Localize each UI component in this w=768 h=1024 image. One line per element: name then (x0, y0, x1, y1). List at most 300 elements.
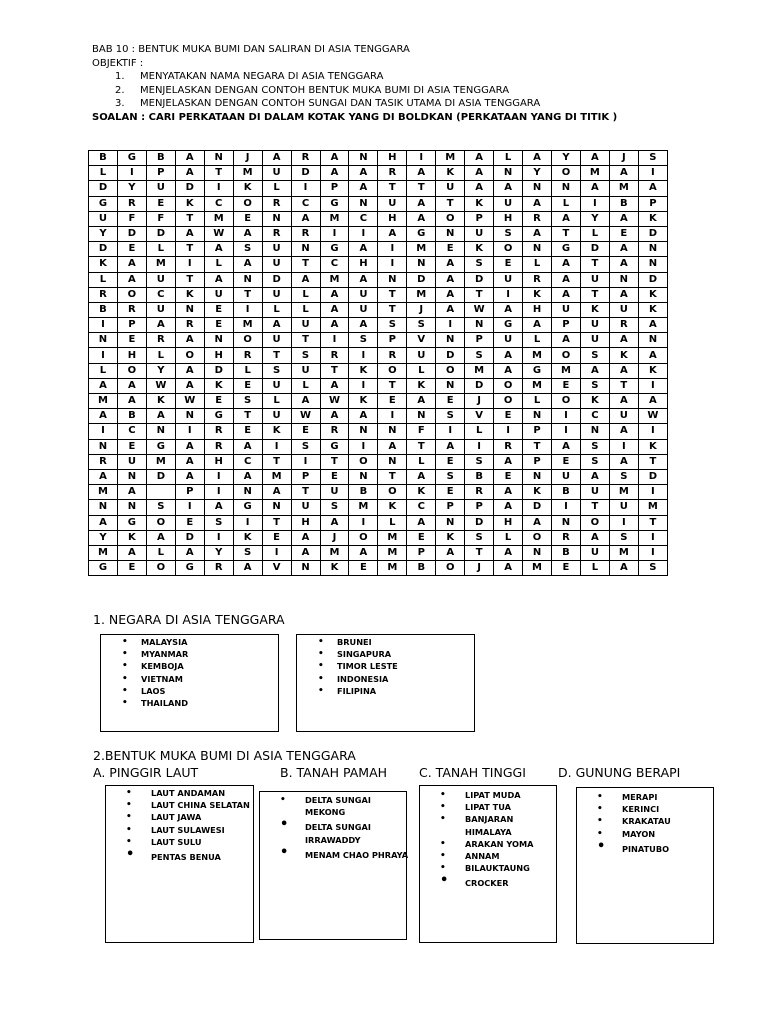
grid-cell: A (291, 545, 320, 560)
grid-cell: S (638, 151, 667, 166)
grid-cell: I (494, 287, 523, 302)
grid-cell: M (523, 348, 552, 363)
grid-cell: U (204, 287, 233, 302)
grid-cell: I (378, 242, 407, 257)
grid-cell: T (175, 211, 204, 226)
grid-cell: S (233, 545, 262, 560)
grid-cell: A (407, 196, 436, 211)
grid-cell: A (407, 211, 436, 226)
grid-row (89, 485, 668, 500)
grid-cell: W (204, 226, 233, 241)
grid-cell: H (204, 348, 233, 363)
grid-cell: A (494, 454, 523, 469)
grid-cell: E (436, 485, 465, 500)
grid-cell: A (465, 181, 494, 196)
grid-cell: K (436, 530, 465, 545)
grid-row (89, 318, 668, 333)
coastal-item: • LAUT SULAWESI (106, 824, 253, 836)
coastal-box (105, 785, 254, 943)
grid-cell: A (580, 151, 609, 166)
lowland-item-line: IRRAWADDY (305, 834, 361, 845)
grid-cell: U (494, 272, 523, 287)
grid-row (89, 272, 668, 287)
grid-cell: P (407, 545, 436, 560)
grid-cell: O (233, 333, 262, 348)
grid-cell: F (146, 211, 175, 226)
grid-cell: J (609, 151, 638, 166)
grid-cell: A (552, 257, 581, 272)
grid-cell: L (89, 166, 118, 181)
grid-cell: E (262, 530, 291, 545)
grid-row (89, 439, 668, 454)
grid-cell: T (291, 333, 320, 348)
grid-cell: H (291, 515, 320, 530)
lowland-item-line: MEKONG (305, 807, 346, 818)
grid-cell: B (552, 545, 581, 560)
grid-cell: P (378, 333, 407, 348)
grid-row (89, 454, 668, 469)
grid-cell: S (609, 530, 638, 545)
grid-cell: K (638, 287, 667, 302)
grid-cell: D (638, 469, 667, 484)
grid-cell: A (609, 287, 638, 302)
grid-cell: A (175, 363, 204, 378)
grid-cell: U (436, 181, 465, 196)
grid-cell: Y (117, 181, 146, 196)
grid-cell: I (638, 424, 667, 439)
grid-cell: A (233, 561, 262, 576)
grid-cell: S (436, 469, 465, 484)
country-item: • VIETNAM (101, 673, 278, 685)
lowland-item-line: DELTA SUNGAI (305, 822, 371, 833)
grid-cell: L (262, 302, 291, 317)
grid-cell: U (117, 454, 146, 469)
grid-cell: T (320, 363, 349, 378)
grid-cell: A (175, 454, 204, 469)
grid-cell: L (552, 196, 581, 211)
objective-item (92, 97, 692, 111)
grid-cell: R (204, 561, 233, 576)
grid-cell: Y (146, 363, 175, 378)
grid-cell: N (436, 333, 465, 348)
grid-cell: A (117, 272, 146, 287)
volcano-item: • KERINCI (577, 803, 713, 815)
grid-cell: R (262, 196, 291, 211)
grid-cell: E (204, 318, 233, 333)
grid-cell: T (320, 454, 349, 469)
grid-cell: R (523, 211, 552, 226)
grid-cell: S (580, 439, 609, 454)
grid-cell: B (552, 485, 581, 500)
grid-cell: D (175, 181, 204, 196)
grid-cell: R (378, 166, 407, 181)
grid-cell: K (349, 363, 378, 378)
grid-cell: E (494, 469, 523, 484)
grid-cell: A (175, 439, 204, 454)
grid-cell: O (494, 394, 523, 409)
lowland-item (260, 821, 406, 845)
grid-cell: T (523, 439, 552, 454)
grid-cell: O (552, 394, 581, 409)
grid-row (89, 196, 668, 211)
grid-cell: S (262, 363, 291, 378)
grid-cell: A (638, 318, 667, 333)
grid-cell: G (407, 226, 436, 241)
grid-cell: P (436, 500, 465, 515)
grid-cell: A (378, 439, 407, 454)
grid-row (89, 378, 668, 393)
grid-cell: I (638, 530, 667, 545)
grid-cell: A (465, 151, 494, 166)
grid-cell: A (291, 394, 320, 409)
grid-cell (146, 485, 175, 500)
grid-cell: O (378, 485, 407, 500)
grid-cell: M (552, 363, 581, 378)
grid-cell: T (552, 226, 581, 241)
grid-cell: W (320, 394, 349, 409)
grid-row (89, 287, 668, 302)
grid-cell: A (349, 166, 378, 181)
grid-cell: N (523, 469, 552, 484)
grid-cell: B (89, 302, 118, 317)
lowland-item (260, 794, 406, 818)
grid-cell: A (175, 469, 204, 484)
coastal-list (106, 787, 253, 863)
grid-cell: S (465, 530, 494, 545)
grid-cell: S (580, 378, 609, 393)
grid-cell: O (580, 515, 609, 530)
grid-cell: S (494, 226, 523, 241)
grid-cell: R (233, 348, 262, 363)
worksheet-header (92, 43, 692, 125)
grid-cell: U (291, 318, 320, 333)
lowland-box (259, 791, 407, 940)
grid-cell: T (580, 500, 609, 515)
grid-cell: G (320, 242, 349, 257)
grid-cell: A (175, 226, 204, 241)
grid-cell: L (89, 272, 118, 287)
grid-row (89, 394, 668, 409)
grid-cell: J (465, 394, 494, 409)
grid-cell: H (378, 151, 407, 166)
grid-cell: S (378, 318, 407, 333)
grid-cell: A (609, 257, 638, 272)
grid-cell: G (89, 561, 118, 576)
grid-cell: L (89, 363, 118, 378)
grid-cell: A (320, 151, 349, 166)
chapter-title: BAB 10 : BENTUK MUKA BUMI DAN SALIRAN DI ASIA TENGGARA (92, 44, 410, 55)
coastal-item: • LAUT ANDAMAN (106, 787, 253, 799)
grid-cell: B (407, 561, 436, 576)
objective-number: 2. (115, 84, 125, 96)
grid-cell: L (523, 333, 552, 348)
grid-cell: L (204, 257, 233, 272)
grid-cell: M (320, 211, 349, 226)
grid-cell: N (349, 151, 378, 166)
grid-cell: K (117, 530, 146, 545)
grid-cell: A (320, 409, 349, 424)
grid-cell: K (638, 211, 667, 226)
objective-number: 1. (115, 71, 125, 83)
grid-cell: I (494, 424, 523, 439)
grid-cell: I (638, 166, 667, 181)
grid-cell: A (146, 318, 175, 333)
grid-cell: L (291, 302, 320, 317)
grid-cell: A (494, 363, 523, 378)
grid-cell: A (609, 454, 638, 469)
grid-cell: A (291, 211, 320, 226)
grid-cell: E (291, 424, 320, 439)
grid-cell: A (146, 530, 175, 545)
grid-cell: M (523, 561, 552, 576)
grid-cell: I (638, 545, 667, 560)
grid-cell: F (117, 211, 146, 226)
grid-cell: K (638, 363, 667, 378)
grid-cell: A (349, 181, 378, 196)
grid-cell: A (580, 181, 609, 196)
grid-cell: A (407, 166, 436, 181)
grid-cell: O (523, 530, 552, 545)
grid-cell: T (204, 166, 233, 181)
grid-cell: A (523, 226, 552, 241)
grid-cell: R (320, 348, 349, 363)
grid-cell: A (609, 333, 638, 348)
grid-cell: N (117, 469, 146, 484)
grid-cell: R (175, 318, 204, 333)
grid-cell: D (638, 272, 667, 287)
grid-cell: N (89, 500, 118, 515)
grid-cell: G (89, 196, 118, 211)
grid-cell: T (233, 287, 262, 302)
grid-cell: G (146, 439, 175, 454)
grid-cell: A (233, 439, 262, 454)
grid-cell: L (407, 363, 436, 378)
grid-cell: S (465, 257, 494, 272)
grid-cell: U (465, 226, 494, 241)
grid-cell: R (117, 196, 146, 211)
grid-row (89, 181, 668, 196)
grid-cell: Y (89, 226, 118, 241)
grid-cell: S (580, 348, 609, 363)
grid-cell: U (262, 333, 291, 348)
grid-cell: M (609, 181, 638, 196)
grid-cell: V (465, 409, 494, 424)
grid-cell: S (580, 454, 609, 469)
grid-cell: A (436, 287, 465, 302)
grid-cell: U (262, 409, 291, 424)
grid-cell: I (262, 439, 291, 454)
grid-cell: A (494, 561, 523, 576)
grid-cell: N (407, 409, 436, 424)
grid-cell: I (320, 333, 349, 348)
grid-cell: D (465, 272, 494, 287)
grid-cell: G (233, 500, 262, 515)
grid-cell: M (378, 561, 407, 576)
grid-cell: N (378, 272, 407, 287)
grid-cell: A (552, 272, 581, 287)
grid-cell: G (552, 242, 581, 257)
country-list (101, 636, 278, 709)
grid-cell: A (320, 287, 349, 302)
grid-cell: A (175, 151, 204, 166)
grid-cell: I (262, 545, 291, 560)
grid-cell: E (204, 394, 233, 409)
grid-cell: Y (89, 530, 118, 545)
grid-cell: H (494, 211, 523, 226)
grid-cell: A (552, 333, 581, 348)
grid-cell: A (609, 561, 638, 576)
grid-cell: Y (552, 151, 581, 166)
grid-cell: A (494, 348, 523, 363)
grid-cell: N (523, 242, 552, 257)
grid-cell: L (291, 287, 320, 302)
grid-cell: E (349, 561, 378, 576)
grid-row (89, 424, 668, 439)
grid-cell: R (89, 287, 118, 302)
grid-cell: A (609, 166, 638, 181)
coastal-item: • LAUT CHINA SELATAN (106, 799, 253, 811)
section2-title: 2.BENTUK MUKA BUMI DI ASIA TENGGARA (93, 748, 356, 763)
grid-cell: A (349, 409, 378, 424)
country-list (297, 636, 474, 697)
grid-cell: U (262, 257, 291, 272)
grid-cell: A (262, 151, 291, 166)
grid-cell: A (291, 530, 320, 545)
grid-cell: K (349, 394, 378, 409)
grid-cell: M (609, 545, 638, 560)
grid-cell: A (494, 181, 523, 196)
grid-cell: A (494, 302, 523, 317)
volcano-item: • PINATUBO (577, 843, 713, 855)
grid-cell: N (262, 211, 291, 226)
grid-cell: P (523, 424, 552, 439)
countries-box-right (296, 634, 475, 732)
grid-cell: S (204, 515, 233, 530)
objective-list (92, 70, 692, 111)
grid-cell: I (175, 500, 204, 515)
grid-cell: N (233, 485, 262, 500)
grid-cell: M (638, 500, 667, 515)
grid-cell: I (436, 424, 465, 439)
grid-cell: M (89, 545, 118, 560)
grid-cell: E (436, 242, 465, 257)
grid-cell: T (407, 439, 436, 454)
grid-cell: P (465, 500, 494, 515)
country-item: • FILIPINA (297, 685, 474, 697)
grid-cell: A (638, 181, 667, 196)
grid-cell: C (291, 196, 320, 211)
landform-b-title: B. TANAH PAMAH (280, 765, 388, 780)
grid-cell: A (523, 151, 552, 166)
grid-cell: L (465, 424, 494, 439)
grid-cell: I (349, 439, 378, 454)
grid-cell: I (89, 348, 118, 363)
grid-row (89, 515, 668, 530)
grid-cell: W (291, 409, 320, 424)
grid-cell: I (609, 515, 638, 530)
grid-row (89, 500, 668, 515)
grid-cell: M (436, 151, 465, 166)
grid-cell: N (378, 454, 407, 469)
grid-cell: T (580, 287, 609, 302)
landform-c-title: C. TANAH TINGGI (419, 765, 526, 780)
grid-cell: A (175, 166, 204, 181)
grid-cell: P (146, 166, 175, 181)
grid-cell: W (175, 394, 204, 409)
grid-cell: N (609, 272, 638, 287)
grid-cell: D (465, 515, 494, 530)
grid-cell: S (638, 561, 667, 576)
grid-cell: R (204, 424, 233, 439)
grid-cell: K (378, 500, 407, 515)
grid-cell: A (349, 318, 378, 333)
grid-cell: R (204, 439, 233, 454)
grid-cell: N (89, 439, 118, 454)
grid-cell: U (378, 196, 407, 211)
grid-cell: B (609, 196, 638, 211)
grid-cell: T (378, 302, 407, 317)
grid-cell: A (89, 409, 118, 424)
grid-cell: S (146, 500, 175, 515)
grid-cell: E (436, 454, 465, 469)
grid-cell: L (580, 561, 609, 576)
volcano-list (577, 791, 713, 855)
grid-cell: A (89, 378, 118, 393)
grid-cell: A (638, 394, 667, 409)
grid-cell: A (204, 500, 233, 515)
grid-cell: O (117, 287, 146, 302)
grid-cell: A (291, 272, 320, 287)
grid-cell: U (320, 485, 349, 500)
grid-cell: E (552, 454, 581, 469)
grid-cell: A (436, 439, 465, 454)
grid-cell: A (320, 515, 349, 530)
country-item: • BRUNEI (297, 636, 474, 648)
grid-cell: D (89, 181, 118, 196)
grid-cell: N (233, 272, 262, 287)
grid-cell: E (407, 530, 436, 545)
grid-cell: M (407, 287, 436, 302)
country-item: • THAILAND (101, 697, 278, 709)
grid-cell: L (494, 530, 523, 545)
grid-cell: T (465, 545, 494, 560)
grid-cell: B (146, 151, 175, 166)
grid-cell: E (175, 515, 204, 530)
grid-cell: A (262, 485, 291, 500)
grid-cell: S (609, 469, 638, 484)
grid-cell: D (175, 530, 204, 545)
grid-cell: A (609, 211, 638, 226)
grid-cell: A (89, 469, 118, 484)
grid-cell: T (378, 378, 407, 393)
grid-row (89, 348, 668, 363)
country-item: • INDONESIA (297, 673, 474, 685)
grid-cell: I (204, 181, 233, 196)
grid-cell: B (349, 485, 378, 500)
grid-cell: U (609, 409, 638, 424)
grid-cell: A (580, 469, 609, 484)
highland-item: • LIPAT TUA (420, 801, 556, 813)
grid-cell: A (407, 515, 436, 530)
grid-cell: N (349, 424, 378, 439)
grid-cell: O (552, 348, 581, 363)
grid-cell: O (436, 363, 465, 378)
grid-cell: M (204, 211, 233, 226)
grid-cell: M (349, 500, 378, 515)
grid-cell: O (146, 515, 175, 530)
grid-cell: U (407, 348, 436, 363)
grid-cell: N (552, 181, 581, 196)
